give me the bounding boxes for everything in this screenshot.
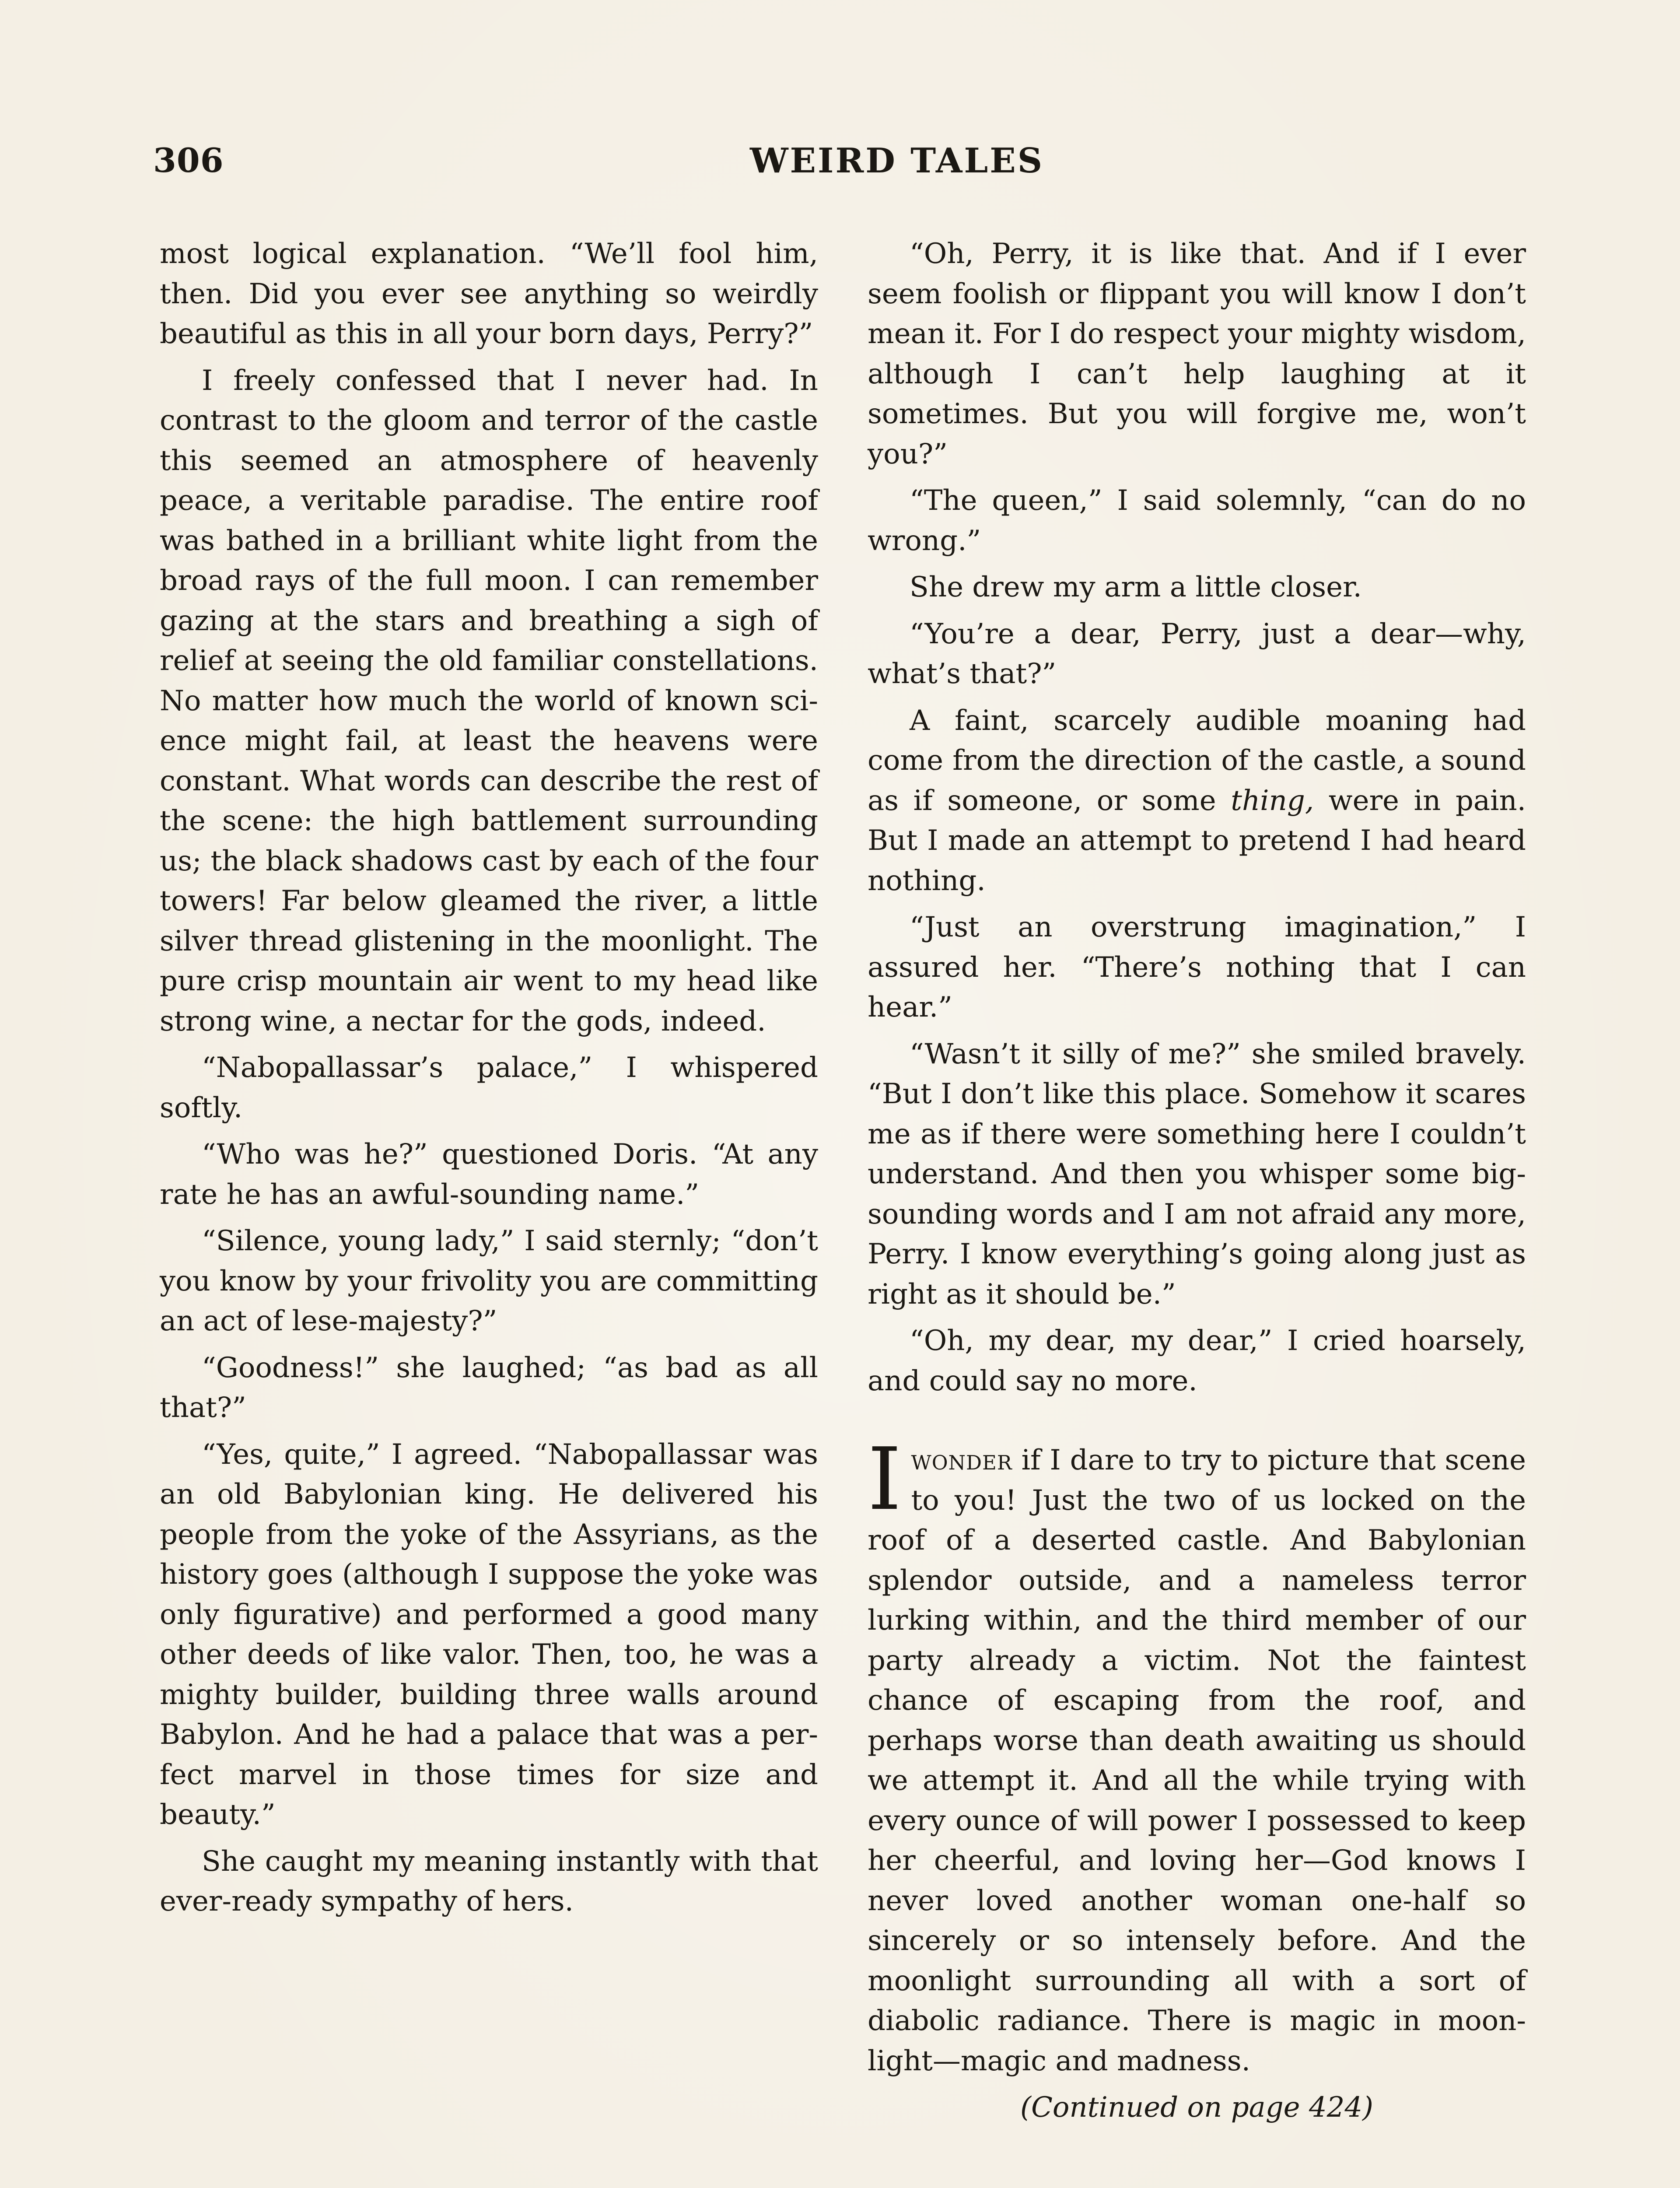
small-caps-word: wonder (911, 1444, 1012, 1476)
text-run: were in pain. But I made an attempt to pretend I had heard nothing. (868, 784, 1526, 897)
paragraph-moaning (868, 701, 1526, 901)
paragraph: “Nabopallassar’s palace,” I whispered softly. (160, 1052, 818, 1124)
paragraph: “Oh, Perry, it is like that. And if I ever seem foolish or flippant you will know I don’t mean it. For I do respect your mighty wisdom, although I can’t help laughing at it sometimes. But you will forgive me, won’t you?” (868, 238, 1526, 470)
paragraph: “Goodness!” she laughed; “as bad as all that?” (160, 1351, 818, 1424)
paragraph: “Oh, my dear, my dear,” I cried hoarsely, and could say no more. (868, 1325, 1526, 1397)
paragraph: “Silence, young lady,” I said sternly; “don’t you know by your frivolity you are committing an act of lese-majesty?” (160, 1225, 818, 1337)
page-header (153, 141, 1531, 185)
running-head: WEIRD TALES (749, 141, 1044, 181)
page-number: 306 (153, 141, 224, 180)
paragraph: “The queen,” I said solemnly, “can do no wrong.” (868, 484, 1526, 557)
continued-note: (Continued on page 424) (1020, 2091, 1374, 2124)
section-paragraph (868, 1430, 1526, 2081)
text-run: if I dare to try to picture that scene to you! Just the two of us locked on the roof of a deserted castle. And Babylonian splendor outside, and a nameless terror lurking within, and the third member of our party already a victim. Not the faintest chance of escaping from the roof, and perhaps worse than death awaiting us should we attempt it. And all the while trying with every ounce of will power I possessed to keep her cheerful, and loving her—God knows I never loved another woman one-half so sincerely or so intensely before. And the moonlight surrounding all with a sort of diabolic radiance. There is magic in moonlight—magic and madness. (868, 1444, 1526, 2077)
paragraph: She caught my meaning instantly with that ever-ready sympathy of hers. (160, 1845, 818, 1918)
paragraph: “Who was he?” questioned Doris. “At any rate he has an awful-sounding name.” (160, 1138, 818, 1211)
paragraph: “You’re a dear, Perry, just a dear—why, what’s that?” (868, 617, 1526, 690)
paragraph: “Just an overstrung imagination,” I assured her. “There’s nothing that I can hear.” (868, 911, 1526, 1024)
left-column (160, 234, 818, 1922)
paragraph: “Wasn’t it silly of me?” she smiled bravely. “But I don’t like this place. Somehow it scares me as if there were something here I couldn’t understand. And then you whisper some big-sounding words and I am not afraid any more, Perry. I know everything’s going along just as right as it should be.” (868, 1038, 1526, 1311)
drop-cap: I (868, 1430, 902, 1529)
italic-word: thing, (1231, 784, 1314, 817)
right-column (868, 234, 1526, 2135)
paragraph: most logical explanation. “We’ll fool him, then. Did you ever see anything so weirdly beautiful as this in all your born days, Perry?” (160, 238, 818, 350)
text-run: A faint, scarcely audible moaning had come from the direction of the castle, a sound as if someone, or some (868, 704, 1526, 817)
paragraph: I freely confessed that I never had. In contrast to the gloom and terror of the castle this seemed an atmosphere of heavenly peace, a veritable paradise. The entire roof was bathed in a brilliant white light from the broad rays of the full moon. I can remember gazing at the stars and breathing a sigh of relief at seeing the old familiar constellations. No matter how much the world of known science might fail, at least the heavens were constant. What words can describe the rest of the scene: the high battlement surrounding us; the black shadows cast by each of the four towers! Far below gleamed the river, a little silver thread glistening in the moonlight. The pure crisp mountain air went to my head like strong wine, a nectar for the gods, indeed. (160, 364, 818, 1038)
paragraph: “Yes, quite,” I agreed. “Nabopallassar was an old Babylonian king. He delivered his people from the yoke of the Assyrians, as the history goes (although I suppose the yoke was only figurative) and performed a good many other deeds of like valor. Then, too, he was a mighty builder, building three walls around Babylon. And he had a palace that was a perfect marvel in those times for size and beauty.” (160, 1438, 818, 1831)
paragraph: She drew my arm a little closer. (910, 571, 1362, 603)
